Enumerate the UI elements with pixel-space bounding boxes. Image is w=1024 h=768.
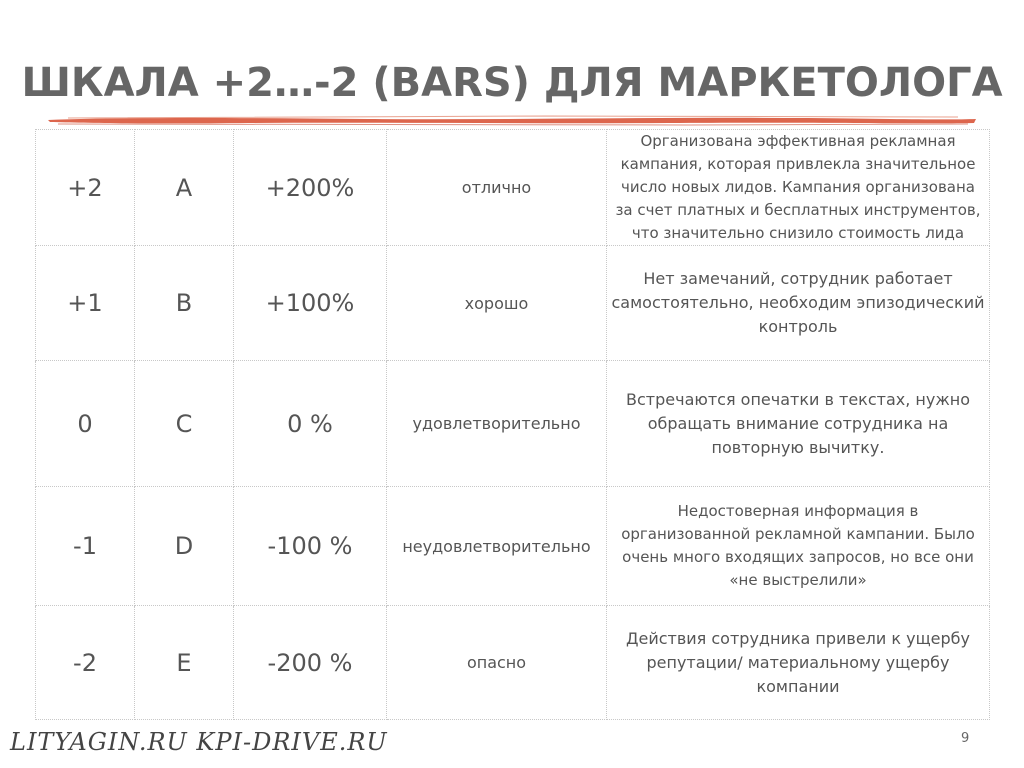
grade-cell: опасно <box>387 606 607 720</box>
score-cell: +2 <box>36 130 135 246</box>
description-cell: Действия сотрудника привели к ущербу репутации/ материальному ущербу компании <box>607 606 990 720</box>
brush-stroke-divider <box>48 114 976 126</box>
score-cell: -1 <box>36 487 135 606</box>
footer-sites: LITYAGIN.RU KPI-DRIVE.RU <box>10 728 388 756</box>
percent-cell: -200 % <box>234 606 387 720</box>
percent-cell: -100 % <box>234 487 387 606</box>
percent-cell: 0 % <box>234 361 387 487</box>
table-row <box>36 246 990 361</box>
letter-cell: C <box>135 361 234 487</box>
letter-cell: E <box>135 606 234 720</box>
description-cell: Нет замечаний, сотрудник работает самостоятельно, необходим эпизодический контроль <box>607 246 990 361</box>
percent-cell: +100% <box>234 246 387 361</box>
bars-scale-table <box>35 129 990 720</box>
grade-cell: отлично <box>387 130 607 246</box>
letter-cell: B <box>135 246 234 361</box>
score-cell: -2 <box>36 606 135 720</box>
grade-cell: хорошо <box>387 246 607 361</box>
page-number: 9 <box>961 731 970 746</box>
score-cell: +1 <box>36 246 135 361</box>
description-cell: Недостоверная информация в организованной рекламной кампании. Было очень много входящих запросов, но все они «не выстрелили» <box>607 487 990 606</box>
slide-title: ШКАЛА +2…-2 (BARS) ДЛЯ МАРКЕТОЛОГА <box>21 60 1003 106</box>
table-row <box>36 487 990 606</box>
score-cell: 0 <box>36 361 135 487</box>
description-cell: Организована эффективная рекламная кампания, которая привлекла значительное число новых лидов. Кампания организована за счет платных и бесплатных инструментов, что значительно снизило стоимость лида <box>607 130 990 246</box>
table-row <box>36 130 990 246</box>
percent-cell: +200% <box>234 130 387 246</box>
grade-cell: неудовлетворительно <box>387 487 607 606</box>
table-row <box>36 606 990 720</box>
letter-cell: A <box>135 130 234 246</box>
letter-cell: D <box>135 487 234 606</box>
grade-cell: удовлетворительно <box>387 361 607 487</box>
description-cell: Встречаются опечатки в текстах, нужно обращать внимание сотрудника на повторную вычитку. <box>607 361 990 487</box>
table-row <box>36 361 990 487</box>
